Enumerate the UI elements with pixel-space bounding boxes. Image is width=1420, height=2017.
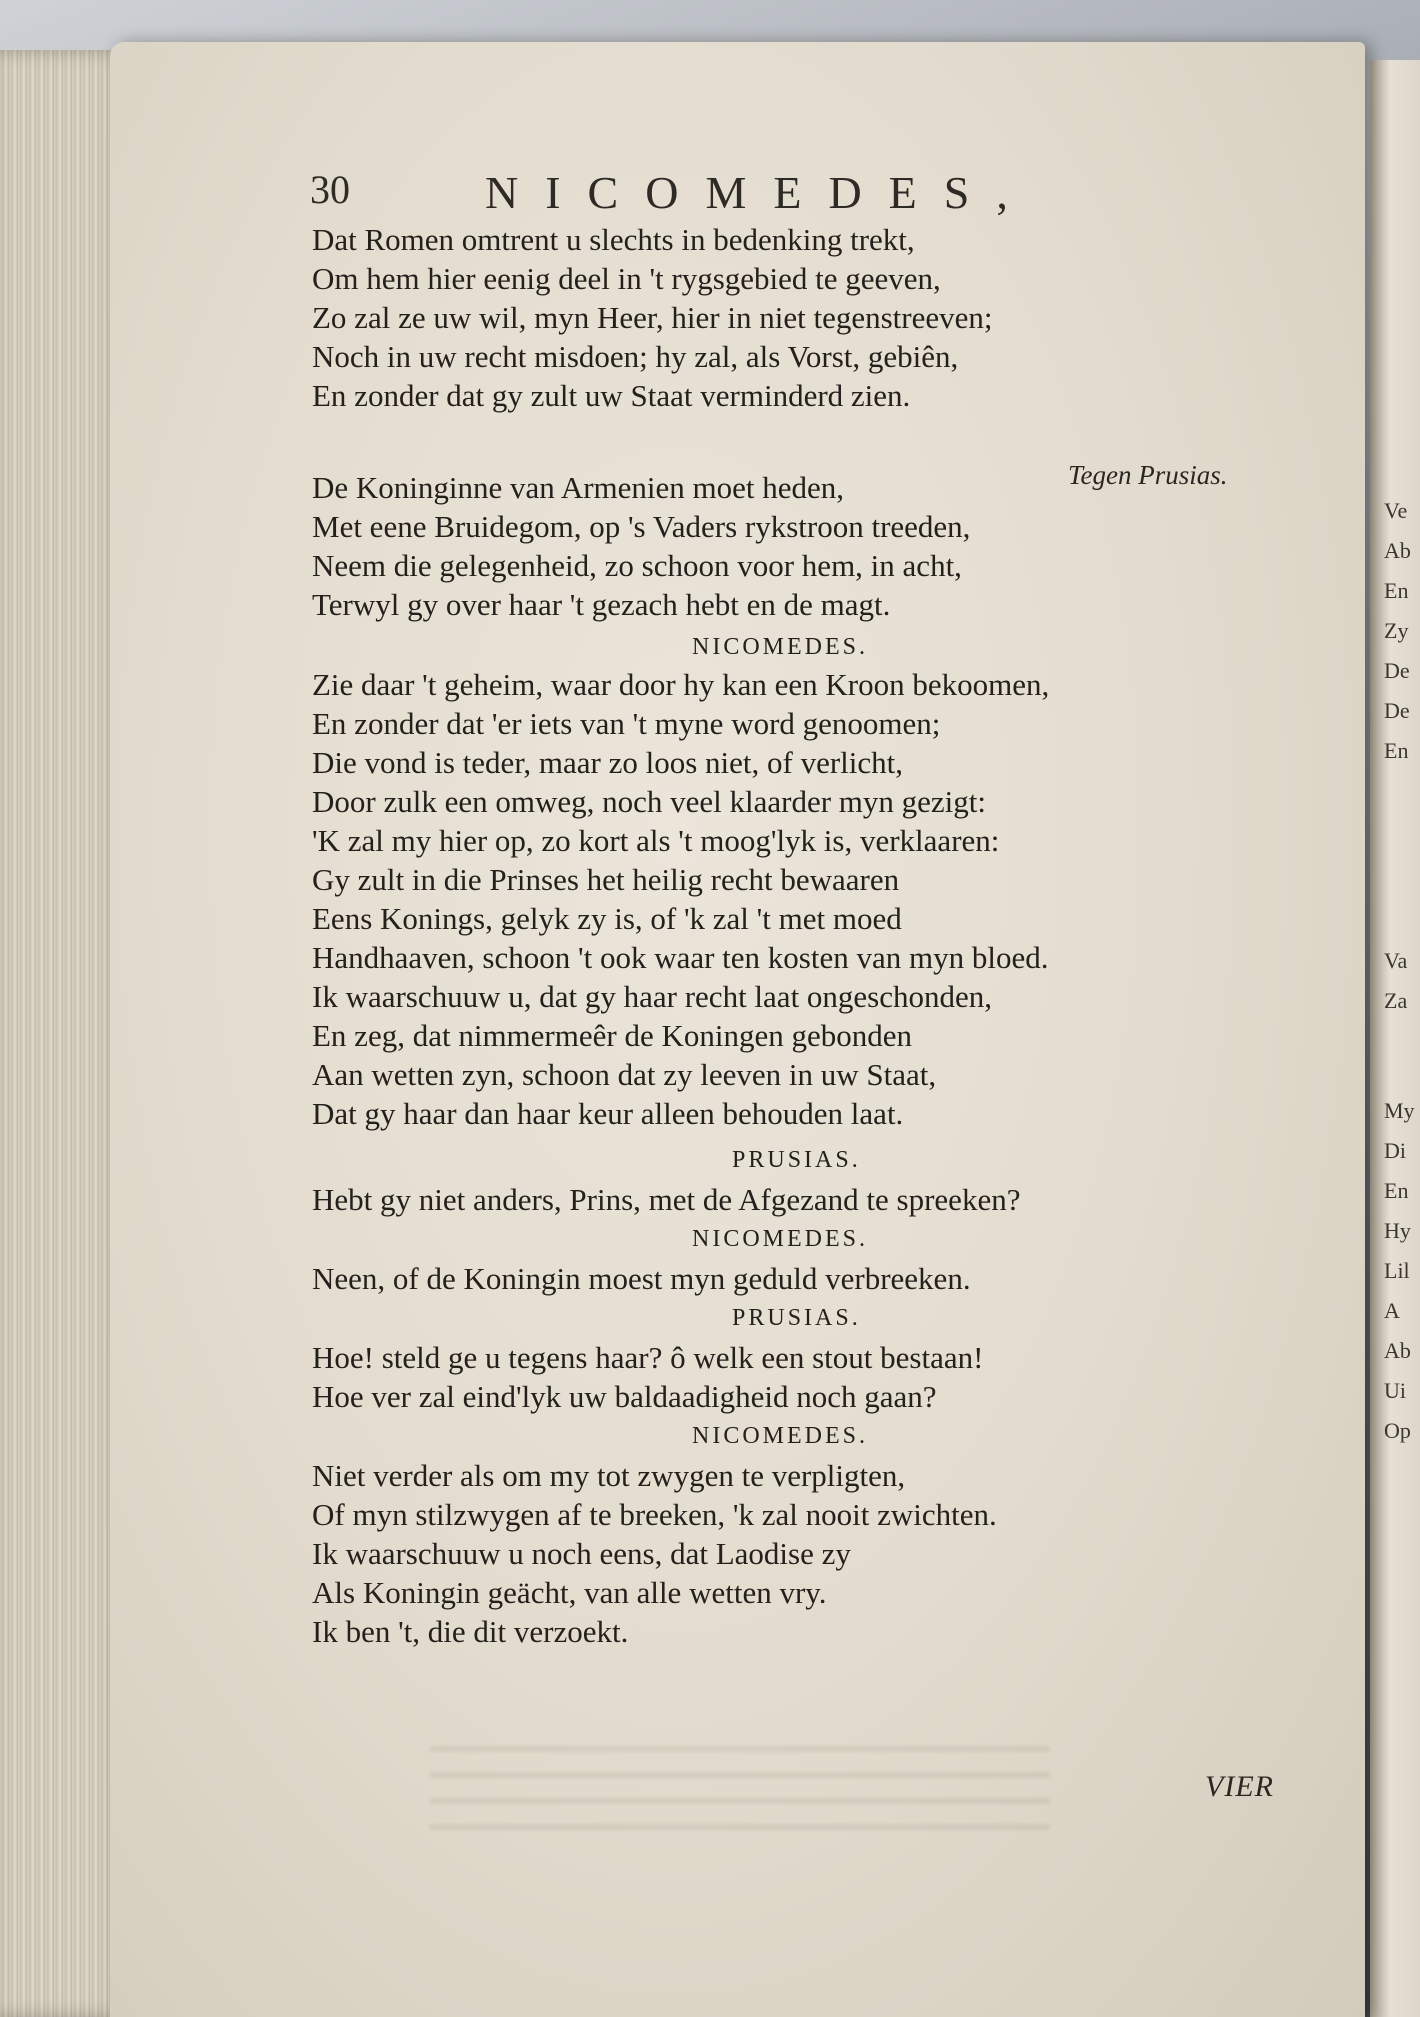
facing-fragment: Ab <box>1384 1338 1411 1363</box>
catchword: VIER <box>1205 1770 1274 1803</box>
verse-line: Zie daar 't geheim, waar door hy kan een Kroon bekoomen, <box>312 667 1050 702</box>
verse-line: Of myn stilzwygen af te breeken, 'k zal nooit zwichten. <box>312 1497 997 1532</box>
verse-line: Die vond is teder, maar zo loos niet, of verlicht, <box>312 745 904 780</box>
verse-line: En zeg, dat nimmermeêr de Koningen gebonden <box>312 1018 912 1053</box>
verse-line: Niet verder als om my tot zwygen te verpligten, <box>312 1458 906 1493</box>
verse-line: Terwyl gy over haar 't gezach hebt en de magt. <box>312 587 891 622</box>
speaker-heading: NICOMEDES. <box>692 1423 869 1449</box>
verse-line: Noch in uw recht misdoen; hy zal, als Vorst, gebiên, <box>312 339 959 374</box>
verse-line: En zonder dat 'er iets van 't myne word genoomen; <box>312 706 941 741</box>
play-title: NICOMEDES, <box>485 167 1035 218</box>
speaker-heading: PRUSIAS. <box>732 1305 861 1331</box>
verse-line: Ik waarschuuw u noch eens, dat Laodise zy <box>312 1536 851 1571</box>
verse-line: Eens Konings, gelyk zy is, of 'k zal 't met moed <box>312 901 902 936</box>
verse-line: Hebt gy niet anders, Prins, met de Afgezand te spreeken? <box>312 1182 1021 1217</box>
speaker-heading: NICOMEDES. <box>692 1226 869 1252</box>
verse-line: Neen, of de Koningin moest myn geduld verbreeken. <box>312 1261 971 1296</box>
verse-line: Hoe! steld ge u tegens haar? ô welk een stout bestaan! <box>312 1340 984 1375</box>
facing-fragment: A <box>1384 1298 1400 1323</box>
verse-line: 'K zal my hier op, zo kort als 't moog'lyk is, verklaaren: <box>312 823 1000 858</box>
verse-line: Dat gy haar dan haar keur alleen behouden laat. <box>312 1096 904 1131</box>
verse-line: Door zulk een omweg, noch veel klaarder myn gezigt: <box>312 784 987 819</box>
page-number: 30 <box>310 167 350 212</box>
stage-direction: Tegen Prusias. <box>1068 460 1228 490</box>
show-through-text <box>430 1740 1050 1830</box>
running-head <box>300 160 1120 230</box>
verse-line: Aan wetten zyn, schoon dat zy leeven in uw Staat, <box>312 1057 937 1092</box>
verse-line: Neem die gelegenheid, zo schoon voor hem, in acht, <box>312 548 962 583</box>
verse-line: Als Koningin geächt, van alle wetten vry. <box>312 1575 827 1610</box>
facing-fragment: Op <box>1384 1418 1411 1443</box>
verse-line: Gy zult in die Prinses het heilig recht bewaaren <box>312 862 900 897</box>
verse-line: Zo zal ze uw wil, myn Heer, hier in niet tegenstreeven; <box>312 300 993 335</box>
facing-fragment: Ve <box>1384 498 1408 523</box>
facing-fragment: De <box>1384 698 1410 723</box>
facing-page <box>1370 60 1420 2017</box>
facing-fragment: En <box>1384 1178 1409 1203</box>
verse-line: Hoe ver zal eind'lyk uw baldaadigheid noch gaan? <box>312 1379 937 1414</box>
facing-fragment: De <box>1384 658 1410 683</box>
facing-fragment: My <box>1384 1098 1415 1123</box>
verse-line: Ik waarschuuw u, dat gy haar recht laat ongeschonden, <box>312 979 993 1014</box>
facing-fragment: Va <box>1384 948 1408 973</box>
verse-line: De Koninginne van Armenien moet heden, <box>312 470 845 505</box>
facing-fragment: En <box>1384 578 1409 603</box>
verse-line: Ik ben 't, die dit verzoekt. <box>312 1614 629 1649</box>
verse-line: En zonder dat gy zult uw Staat verminderd zien. <box>312 378 911 413</box>
facing-fragment: En <box>1384 738 1409 763</box>
facing-fragment: Di <box>1384 1138 1406 1163</box>
facing-fragment: Lil <box>1384 1258 1410 1283</box>
verse-line: Handhaaven, schoon 't ook waar ten kosten van myn bloed. <box>312 940 1049 975</box>
facing-fragment: Ui <box>1384 1378 1406 1403</box>
facing-fragment: Zy <box>1384 618 1409 643</box>
facing-fragment: Hy <box>1384 1218 1411 1243</box>
verse-line: Met eene Bruidegom, op 's Vaders rykstroon treeden, <box>312 509 971 544</box>
verse-line: Om hem hier eenig deel in 't rygsgebied te geeven, <box>312 261 941 296</box>
verse-line: Dat Romen omtrent u slechts in bedenking trekt, <box>312 222 915 257</box>
facing-fragment: Ab <box>1384 538 1411 563</box>
facing-fragment: Za <box>1384 988 1408 1013</box>
speaker-heading: PRUSIAS. <box>732 1147 861 1173</box>
speaker-heading: NICOMEDES. <box>692 634 869 660</box>
